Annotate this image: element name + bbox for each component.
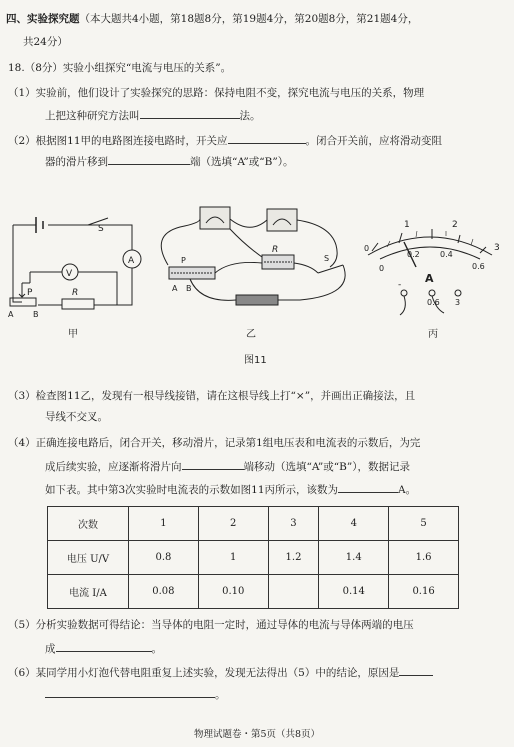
- q18-part1-line2: [45, 107, 261, 123]
- q18-part4-text-d: 如下表。其中第3次实验时电流表的示数如图11丙所示，该数为: [45, 484, 339, 496]
- question-18-title: 18.（8分）实验小组探究“电流与电压的关系”。: [8, 62, 232, 74]
- table-header-cell: 5: [389, 507, 459, 541]
- table-header-cell: 2: [198, 507, 268, 541]
- terminal-06: 0.6: [427, 298, 440, 307]
- q18-part5-text-c: 。: [151, 643, 162, 655]
- voltmeter-symbol: V: [66, 269, 73, 279]
- table-cell: 1.2: [268, 541, 319, 575]
- table-header-cell: 3: [268, 507, 319, 541]
- page-footer: 物理试题卷・第5页（共8页）: [193, 729, 321, 740]
- q18-part1-text: 上把这种研究方法叫: [45, 110, 140, 122]
- switch-label-yi: S: [324, 254, 330, 263]
- rheostat-terminal-a: A: [172, 284, 178, 293]
- q18-part2-text-c: 器的滑片移到: [45, 156, 108, 168]
- q18-part4-text-c: 端移动（选填“A”或“B”），数据记录: [243, 461, 410, 473]
- switch-label: S: [98, 224, 104, 234]
- dial-scale-bottom-0: 0: [379, 264, 385, 273]
- table-row-label: 电压 U/V: [48, 541, 129, 575]
- q18-part3-line1: （3）检查图11乙，发现有一根导线接错，请在这根导线上打“×”，并画出正确接法，且: [8, 390, 416, 402]
- table-cell: 0.10: [198, 575, 268, 609]
- answer-blank-7b[interactable]: [45, 686, 215, 698]
- subfigure-label-yi: 乙: [246, 329, 256, 340]
- data-table: [47, 506, 459, 609]
- rheostat-slider-label: P: [181, 256, 186, 265]
- q18-part1-suffix: 法。: [239, 110, 261, 122]
- table-cell: 1: [198, 541, 268, 575]
- figure-11: [0, 205, 514, 380]
- terminal-3: 3: [455, 298, 461, 307]
- q18-part4-line1: （4）正确连接电路后，闭合开关，移动滑片，记录第1组电压表和电流表的示数后，为完: [8, 437, 421, 449]
- table-header-cell: 次数: [48, 507, 129, 541]
- q18-part5-text-b: 成: [45, 643, 56, 655]
- q18-part2-text-d: 端（选填“A”或“B”）。: [190, 156, 294, 168]
- q18-part2-line2: [45, 153, 293, 169]
- answer-blank-5[interactable]: [338, 481, 398, 493]
- q18-part3-line2: 导线不交叉。: [45, 411, 108, 423]
- q18-part6-line1: [8, 664, 433, 680]
- section-heading: 四、实验探究题: [6, 13, 80, 25]
- rheostat-terminal-b: B: [186, 284, 192, 293]
- dial-scale-top-1: 1: [404, 220, 410, 230]
- section-description-cont: 共24分）: [23, 36, 68, 48]
- subfigure-label-bing: 丙: [428, 329, 438, 340]
- slider-label: P: [27, 288, 33, 298]
- resistor-label: R: [72, 288, 79, 298]
- dial-scale-top-2: 2: [452, 220, 458, 230]
- section-description: （本大题共4小题，第18题8分，第19题4分，第20题8分，第21题4分，: [79, 13, 419, 25]
- dial-unit-label: A: [425, 272, 434, 285]
- dial-scale-bottom-04: 0.4: [440, 250, 453, 259]
- dial-scale-top-3: 3: [494, 243, 500, 253]
- q18-part6-text-b: 。: [215, 689, 226, 701]
- table-header-row: [48, 507, 459, 541]
- answer-blank-6[interactable]: [56, 640, 152, 652]
- dial-scale-bottom-06: 0.6: [472, 262, 485, 271]
- answer-blank-3[interactable]: [108, 153, 190, 165]
- q18-part4-text-e: A。: [398, 484, 417, 496]
- rheostat-end-b: B: [33, 310, 39, 319]
- q18-part6-line2: [45, 686, 226, 702]
- rheostat-end-a: A: [8, 310, 14, 319]
- answer-blank-1[interactable]: [140, 107, 240, 119]
- table-cell: 1.6: [389, 541, 459, 575]
- table-row-label: 电流 I/A: [48, 575, 129, 609]
- q18-part6-text-a: （6）某同学用小灯泡代替电阻重复上述实验，发现无法得出（5）中的结论，原因是: [8, 667, 400, 679]
- table-cell: 0.16: [389, 575, 459, 609]
- answer-blank-4[interactable]: [182, 458, 244, 470]
- terminal-minus: -: [398, 280, 402, 290]
- dial-scale-bottom-02: 0.2: [407, 250, 420, 259]
- q18-part5-line2: [45, 640, 162, 656]
- table-cell-blank[interactable]: [268, 575, 319, 609]
- dial-scale-top-0: 0: [364, 244, 370, 253]
- table-cell: 1.4: [319, 541, 389, 575]
- subfigure-label-jia: 甲: [68, 329, 78, 340]
- section-heading-line: [6, 12, 418, 26]
- table-cell: 0.14: [319, 575, 389, 609]
- answer-blank-7a[interactable]: [399, 664, 433, 676]
- table-cell: 0.08: [129, 575, 199, 609]
- table-header-cell: 4: [319, 507, 389, 541]
- resistor-label-yi: R: [272, 245, 279, 255]
- table-cell: 0.8: [129, 541, 199, 575]
- q18-part2-line1: [8, 132, 442, 148]
- q18-part5-line1: （5）分析实验数据可得结论：当导体的电阻一定时，通过导体的电流与导体两端的电压: [8, 619, 414, 631]
- table-header-cell: 1: [129, 507, 199, 541]
- answer-blank-2[interactable]: [228, 132, 306, 144]
- table-row-voltage: [48, 541, 459, 575]
- q18-part2-text-a: （2）根据图11甲的电路图连接电路时，开关应: [8, 135, 228, 147]
- table-row-current: [48, 575, 459, 609]
- figure-caption: 图11: [244, 355, 267, 366]
- q18-part1-line1: （1）实验前，他们设计了实验探究的思路：保持电阻不变，探究电流与电压的关系，物理: [8, 87, 425, 99]
- q18-part4-line2: [45, 458, 410, 474]
- ammeter-symbol: A: [128, 256, 135, 266]
- q18-part4-text-b: 成后续实验，应逐渐将滑片向: [45, 461, 182, 473]
- q18-part2-text-b: 。闭合开关前，应将滑动变阻: [305, 135, 443, 147]
- q18-part4-line3: [45, 481, 416, 497]
